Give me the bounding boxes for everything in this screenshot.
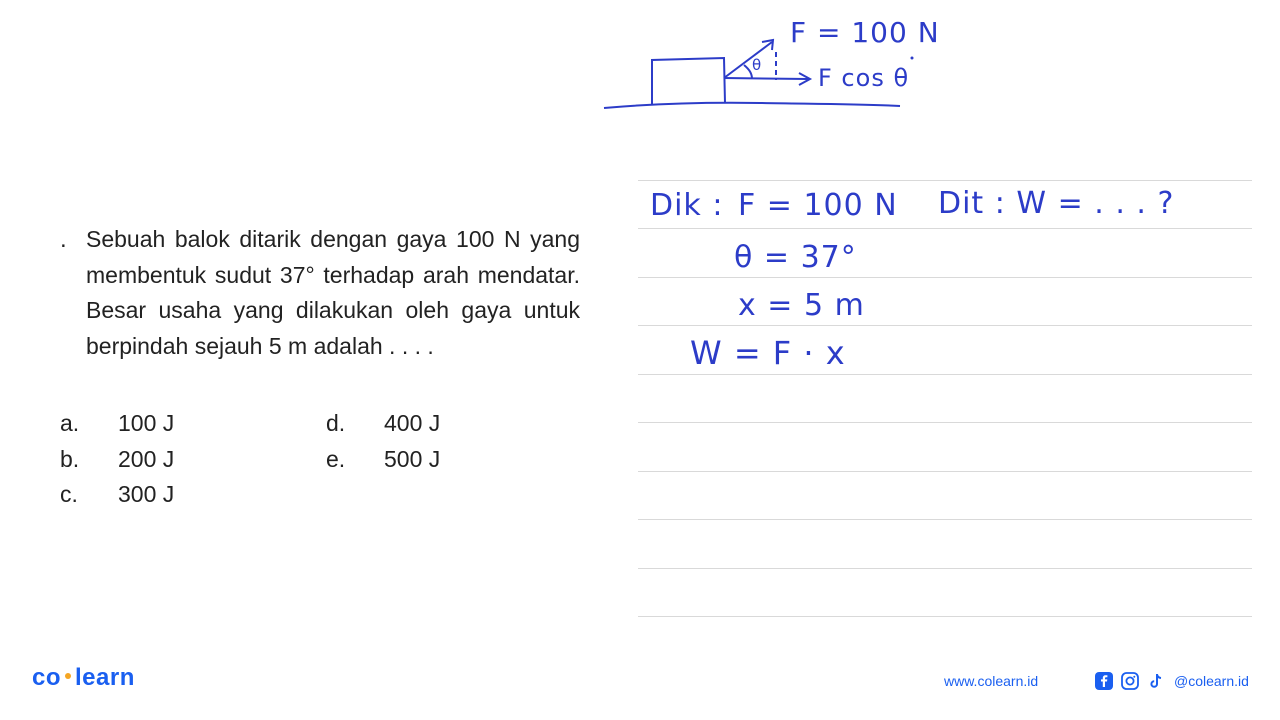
- note-given-angle: θ = 37°: [734, 240, 857, 275]
- note-rule: [638, 228, 1252, 229]
- option-value: 200 J: [118, 446, 175, 472]
- note-dik: Dik :: [650, 188, 724, 223]
- component-arrow: [724, 78, 808, 79]
- note-rule: [638, 616, 1252, 617]
- option-value: 500 J: [384, 446, 441, 472]
- question-block: [60, 222, 580, 364]
- social-links: [1094, 670, 1249, 692]
- note-rule: [638, 277, 1252, 278]
- note-given-force: F = 100 N: [738, 188, 898, 223]
- note-rule: [638, 180, 1252, 181]
- option-e[interactable]: [326, 444, 440, 474]
- facebook-icon[interactable]: [1094, 671, 1114, 691]
- force-arrow: [724, 42, 772, 78]
- option-letter: e.: [326, 446, 346, 472]
- option-letter: a.: [60, 410, 80, 436]
- option-letter: d.: [326, 410, 346, 436]
- note-rule: [638, 519, 1252, 520]
- tiktok-icon[interactable]: [1146, 671, 1166, 691]
- note-rule: [638, 568, 1252, 569]
- option-letter: b.: [60, 446, 80, 472]
- angle-arc: [744, 65, 752, 79]
- social-handle[interactable]: @colearn.id: [1174, 673, 1249, 689]
- notes-area: [638, 180, 1252, 620]
- option-value: 300 J: [118, 481, 175, 507]
- angle-label: θ: [752, 56, 763, 74]
- note-given-distance: x = 5 m: [738, 288, 865, 323]
- force-label: F = 100 N: [790, 16, 940, 49]
- question-text: Sebuah balok ditarik dengan gaya 100 N yang membentuk sudut 37° terhadap arah mendatar. Besar usaha yang dilakukan oleh gaya untuk berpindah sejauh 5 m adalah . . . .: [86, 226, 580, 359]
- option-value: 400 J: [384, 410, 441, 436]
- option-d[interactable]: [326, 408, 440, 438]
- option-a[interactable]: [60, 408, 174, 438]
- note-rule: [638, 422, 1252, 423]
- instagram-icon[interactable]: [1120, 671, 1140, 691]
- force-diagram: [0, 0, 1280, 130]
- note-formula: W = F · x: [690, 334, 846, 372]
- website-url[interactable]: www.colearn.id: [944, 673, 1039, 689]
- option-c[interactable]: [60, 479, 174, 509]
- question-bullet: .: [60, 226, 67, 253]
- ground-line: [604, 103, 900, 108]
- colearn-logo: co learn: [32, 664, 135, 691]
- note-dit: Dit : W = . . . ?: [938, 186, 1175, 221]
- answer-options: [60, 408, 520, 518]
- option-b[interactable]: [60, 444, 174, 474]
- option-value: 100 J: [118, 410, 175, 436]
- option-letter: c.: [60, 481, 78, 507]
- component-label: F cos θ: [818, 64, 910, 92]
- note-rule: [638, 325, 1252, 326]
- note-rule: [638, 374, 1252, 375]
- note-rule: [638, 471, 1252, 472]
- block-shape: [652, 58, 725, 104]
